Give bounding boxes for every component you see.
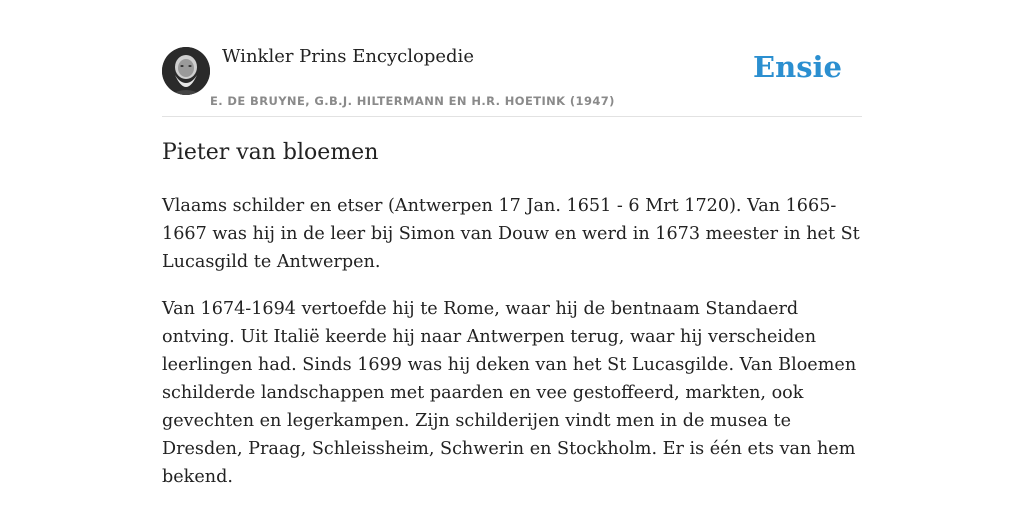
authors-line: E. DE BRUYNE, G.B.J. HILTERMANN EN H.R. HOETINK (1947) — [210, 94, 615, 108]
portrait-avatar-icon — [162, 47, 210, 95]
article-paragraph: Vlaams schilder en etser (Antwerpen 17 Jan. 1651 - 6 Mrt 1720). Van 1665-1667 was hij in de leer bij Simon van Douw en werd in 1673 meester in het St Lucasgild te Antwerpen. — [162, 196, 860, 272]
encyclopedia-name[interactable]: Winkler Prins Encyclopedie — [222, 46, 474, 67]
brand-logo[interactable]: Ensie — [753, 50, 842, 84]
article-title: Pieter van bloemen — [162, 140, 379, 165]
article-body — [162, 192, 862, 510]
avatar[interactable] — [162, 47, 210, 95]
article-paragraph: Van 1674-1694 vertoefde hij te Rome, waar hij de bentnaam Standaerd ontving. Uit Italië keerde hij naar Antwerpen terug, waar hij verscheiden leerlingen had. Sinds 1699 was hij deken van het St Lucasgilde. Van Bloemen schilderde landschappen met paarden en vee gestoffeerd, markten, ook gevechten en legerkampen. Zijn schilderijen vindt men in de musea te Dresden, Praag, Schleissheim, Schwerin en Stockholm. Er is één ets van hem bekend. — [162, 299, 857, 487]
header — [162, 44, 862, 117]
